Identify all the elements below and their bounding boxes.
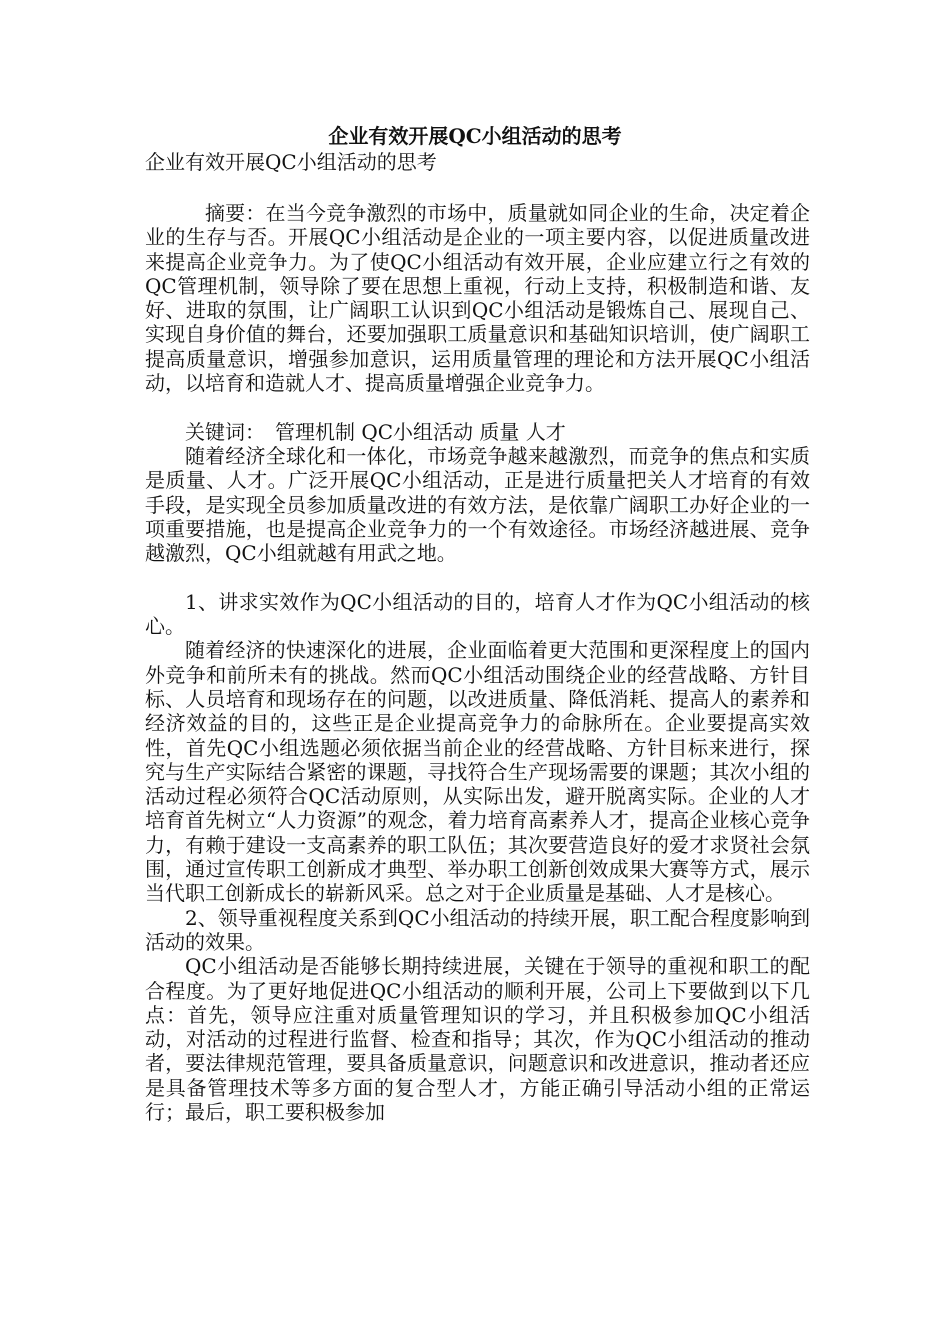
abstract-paragraph: 摘要：在当今竞争激烈的市场中，质量就如同企业的生命，决定着企业的生存与否。开展QC小组活动是企业的一项主要内容，以促进质量改进来提高企业竞争力。为了使QC小组活动有效开展，企业应建立行之有效的QC管理机制，领导除了要在思想上重视，行动上支持，积极制造和谐、友好、进取的氛围，让广阔职工认识到QC小组活动是锻炼自己、展现自己、实现自身价值的舞台，还要加强职工质量意识和基础知识培训，使广阔职工提高质量意识，增强参加意识，运用质量管理的理论和方法开展QC小组活动，以培育和造就人才、提高质量增强企业竞争力。 — [145, 201, 810, 396]
section-1-paragraph: 随着经济的快速深化的进展，企业面临着更大范围和更深程度上的国内外竞争和前所未有的挑战。然而QC小组活动围绕企业的经营战略、方针目标、人员培育和现场存在的问题，以改进质量、降低消耗、提高人的素养和经济效益的目的，这些正是企业提高竞争力的命脉所在。企业要提高实效性，首先QC小组选题必须依据当前企业的经营战略、方针目标来进行，探究与生产实际结合紧密的课题，寻找符合生产现场需要的课题；其次小组的活动过程必须符合QC活动原则，从实际出发，避开脱离实际。企业的人才培育首先树立“人力资源”的观念，着力培育高素养人才，提高企业核心竞争力，有赖于建设一支高素养的职工队伍；其次要营造良好的爱才求贤社会氛围，通过宣传职工创新成才典型、举办职工创新创效成果大赛等方式，展示当代职工创新成长的崭新风采。总之对于企业质量是基础、人才是核心。 — [145, 638, 810, 906]
document-subtitle: 企业有效开展QC小组活动的思考 — [145, 150, 437, 174]
section-2-paragraph: QC小组活动是否能够长期持续进展，关键在于领导的重视和职工的配合程度。为了更好地促进QC小组活动的顺利开展，公司上下要做到以下几点：首先，领导应注重对质量管理知识的学习，并且积极参加QC小组活动，对活动的过程进行监督、检查和指导；其次，作为QC小组活动的推动者，要法律规范管理，要具备质量意识，问题意识和改进意识，推动者还应是具备管理技术等多方面的复合型人才，方能正确引导活动小组的正常运行；最后，职工要积极参加 — [145, 954, 810, 1124]
document-title: 企业有效开展QC小组活动的思考 — [328, 124, 622, 148]
section-1-heading: 1、讲求实效作为QC小组活动的目的，培育人才作为QC小组活动的核心。 — [145, 589, 810, 639]
section-2-heading: 2、领导重视程度关系到QC小组活动的持续开展，职工配合程度影响到活动的效果。 — [145, 905, 810, 954]
intro-paragraph: 随着经济全球化和一体化，市场竞争越来越激烈，而竞争的焦点和实质是质量、人才。广泛开展QC小组活动，正是进行质量把关人才培育的有效手段，是实现全员参加质量改进的有效方法，是依靠广阔职工办好企业的一项重要措施，也是提高企业竞争力的一个有效途径。市场经济越进展、竞争越激烈，QC小组就越有用武之地。 — [145, 443, 810, 566]
keywords-paragraph: 关键词： 管理机制 QC小组活动 质量 人才 — [185, 419, 566, 444]
document-body — [145, 201, 810, 1124]
